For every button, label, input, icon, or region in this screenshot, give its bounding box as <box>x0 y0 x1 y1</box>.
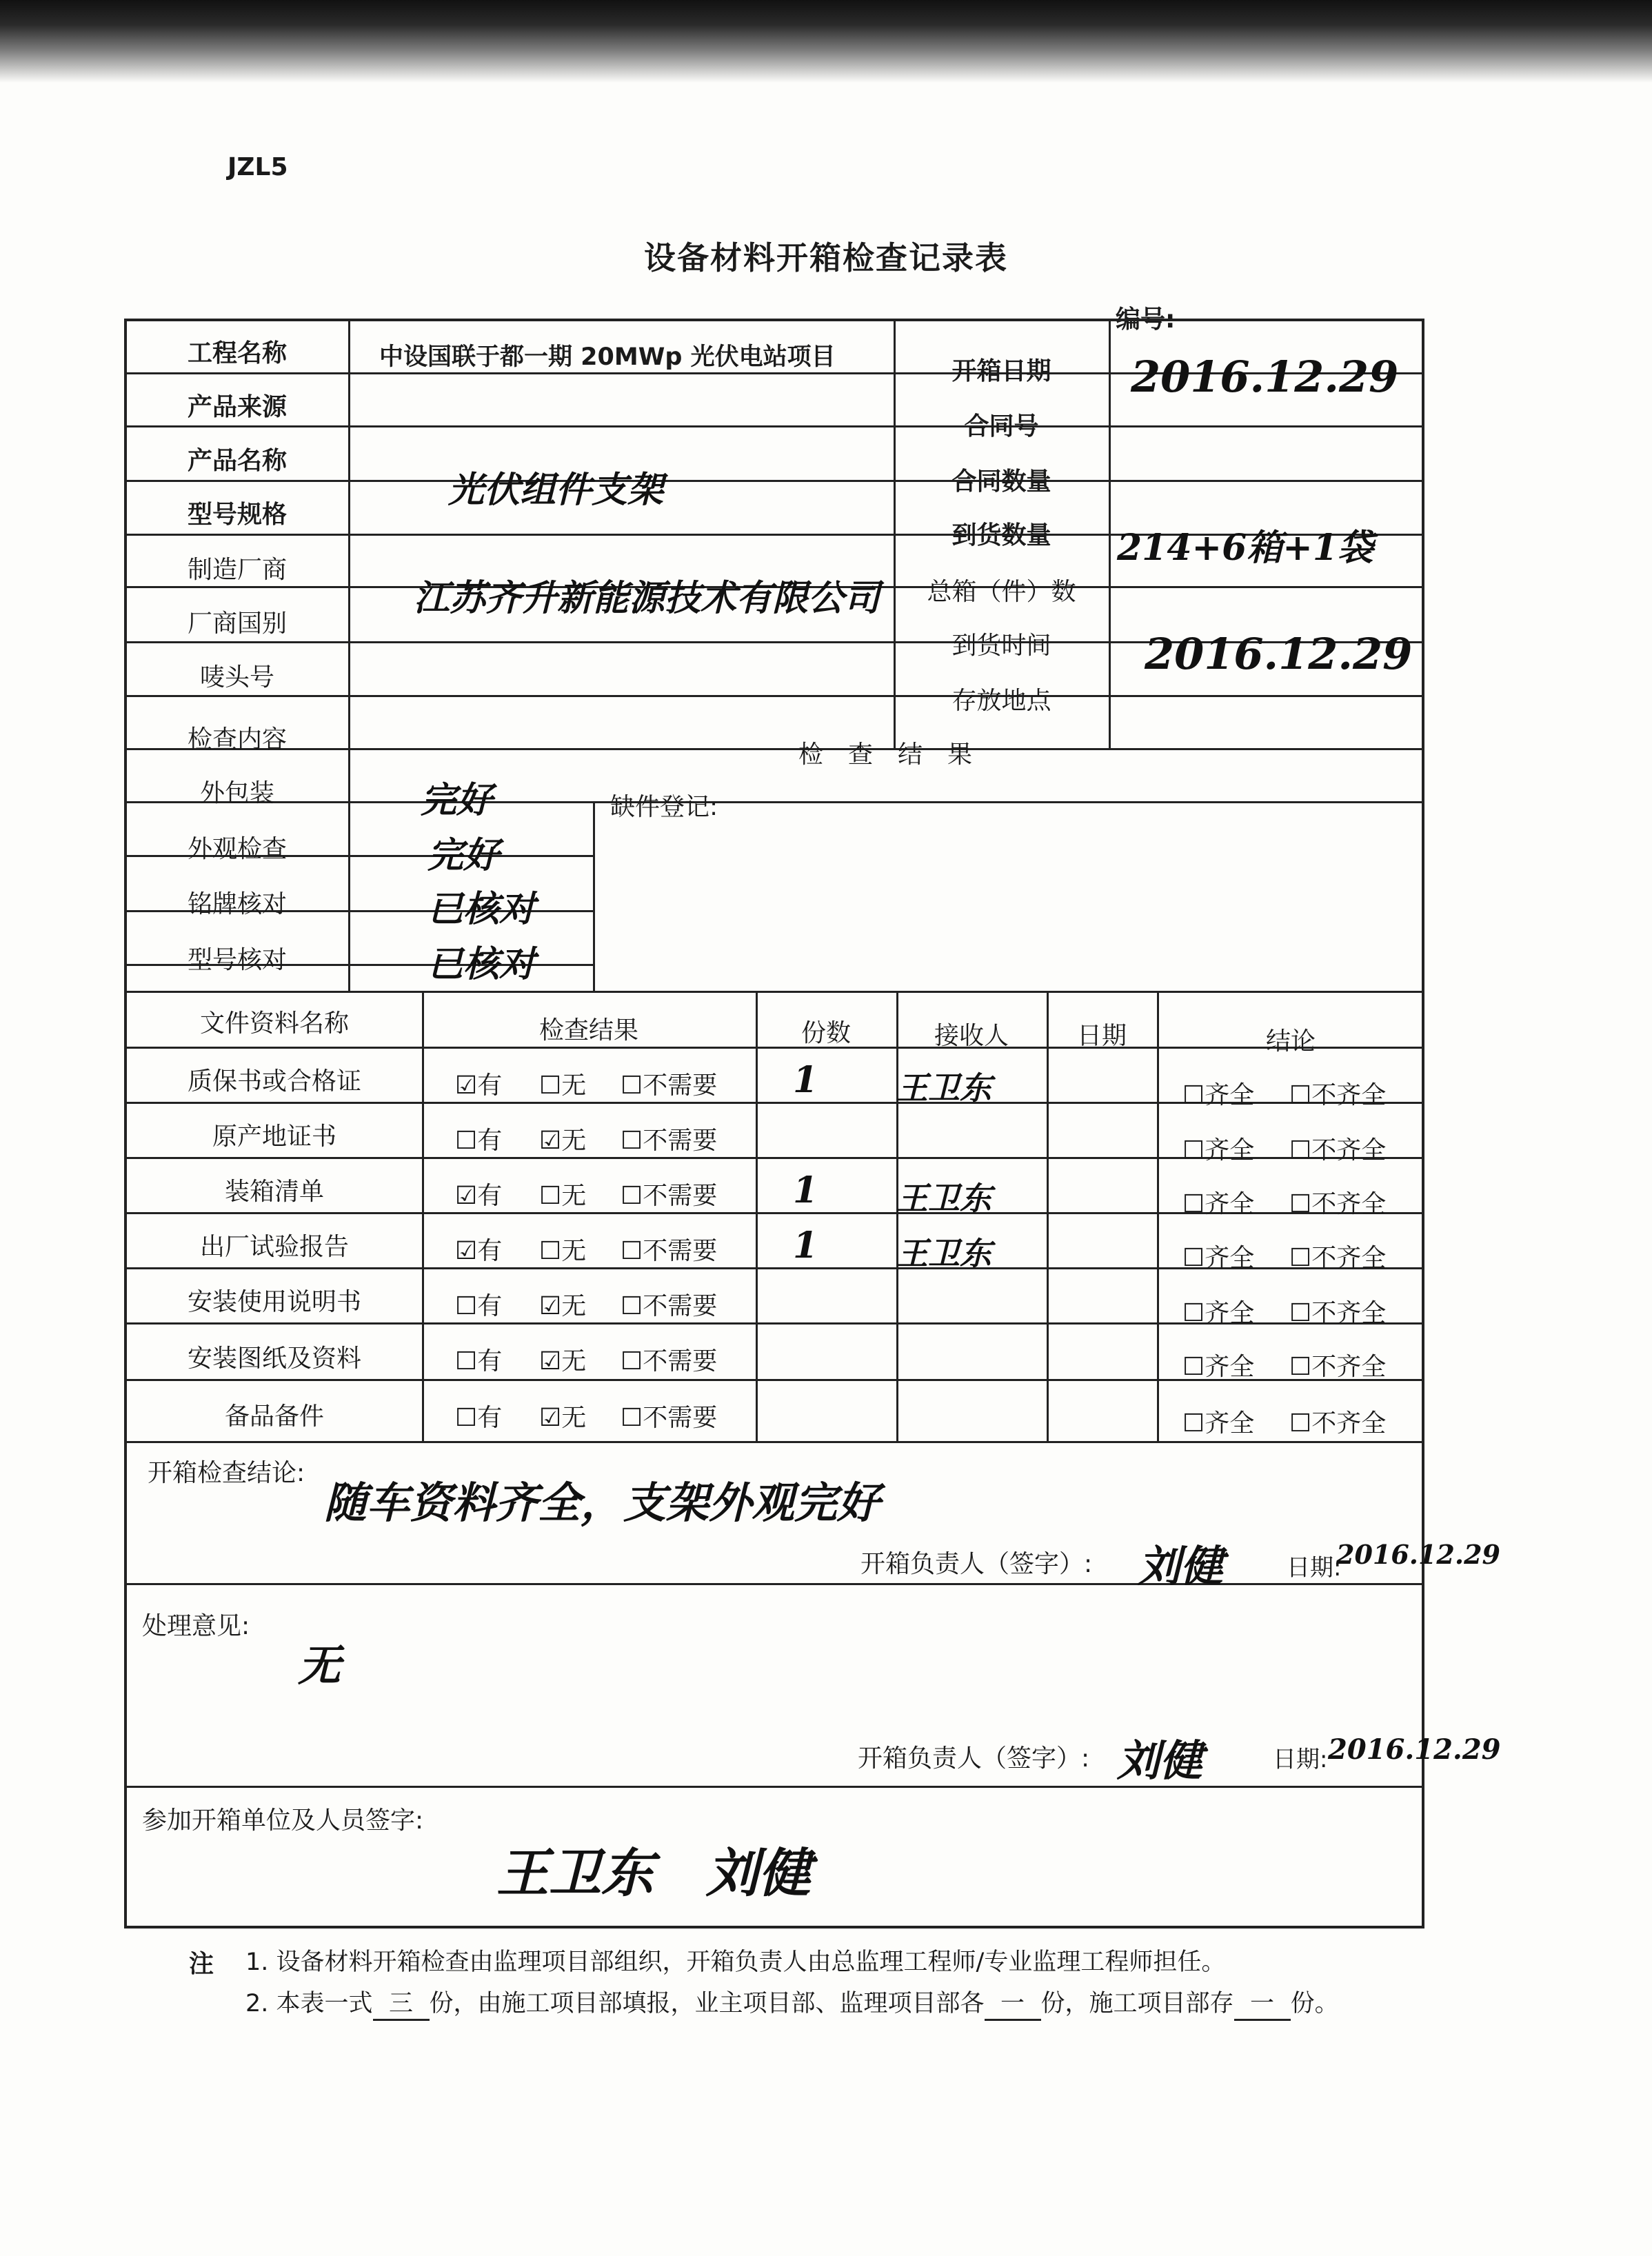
label-project-name: 工程名称 <box>187 339 287 367</box>
arrival-qty-value: 214+6箱+1袋 <box>1117 527 1374 569</box>
doc-copies: 1 <box>793 1059 818 1101</box>
label-total-boxes: 总箱（件）数 <box>927 578 1076 606</box>
nameplate-check-value: 已核对 <box>427 888 536 930</box>
model-check-value: 已核对 <box>427 943 536 985</box>
header-check-result: 检查结果 <box>538 1016 638 1045</box>
conclusion-incomplete[interactable]: ☐不齐全 <box>1289 1136 1387 1165</box>
doc-receiver: 王卫东 <box>896 1235 991 1272</box>
conclusion-complete[interactable]: ☐齐全 <box>1182 1081 1255 1109</box>
doc-code: JZL5 <box>228 153 288 181</box>
label-outer-packing: 外包装 <box>199 779 274 807</box>
header-receiver: 接收人 <box>934 1022 1009 1050</box>
check-none[interactable]: ☑无 <box>539 1347 587 1376</box>
check-has[interactable]: ☐有 <box>455 1127 503 1155</box>
label-shipping-mark: 唛头号 <box>199 663 274 692</box>
note2-part-a: 2. 本表一式 <box>245 1990 373 2017</box>
appearance-check-value: 完好 <box>427 834 500 876</box>
participant-signatures: 王卫东 刘健 <box>496 1842 811 1904</box>
opinion-date-label: 日期: <box>1273 1746 1328 1773</box>
check-none[interactable]: ☑无 <box>539 1292 587 1320</box>
rule <box>348 319 350 991</box>
check-not-needed[interactable]: ☐不需要 <box>621 1347 718 1376</box>
conclusion-incomplete[interactable]: ☐不齐全 <box>1289 1081 1387 1109</box>
rule <box>1109 319 1111 748</box>
opinion-signature: 刘健 <box>1117 1735 1203 1786</box>
copies-each-blank: 一 <box>985 1984 1041 2021</box>
check-not-needed[interactable]: ☐不需要 <box>621 1071 718 1100</box>
rule <box>894 319 896 748</box>
label-country: 厂商国别 <box>187 610 287 638</box>
note2-part-c: 份，施工项目部存 <box>1040 1990 1234 2017</box>
doc-row-name: 备品备件 <box>224 1402 324 1431</box>
rule <box>124 1441 1424 1443</box>
notes-prefix: 注 <box>189 1950 214 1978</box>
conclusion-signature: 刘健 <box>1138 1541 1224 1591</box>
handling-opinion-text: 无 <box>298 1640 341 1691</box>
form-title: 设备材料开箱检查记录表 <box>644 239 1008 276</box>
note-line-2 <box>245 1984 1339 2021</box>
product-name-value: 光伏组件支架 <box>448 469 664 511</box>
label-inspection-content: 检查内容 <box>187 725 287 754</box>
doc-copies: 1 <box>793 1169 818 1211</box>
check-none[interactable]: ☑无 <box>539 1404 587 1432</box>
note-line-1: 1. 设备材料开箱检查由监理项目部组织，开箱负责人由总监理工程师/专业监理工程师担任。 <box>245 1948 1226 1976</box>
rule <box>422 991 424 1441</box>
arrival-time-value: 2016.12.29 <box>1145 629 1413 679</box>
conclusion-incomplete[interactable]: ☐不齐全 <box>1289 1409 1387 1438</box>
doc-receiver: 王卫东 <box>896 1180 991 1217</box>
label-nameplate-check: 铭牌核对 <box>187 890 287 918</box>
doc-row-name: 出厂试验报告 <box>199 1233 349 1261</box>
doc-row-name: 质保书或合格证 <box>187 1067 361 1096</box>
check-has[interactable]: ☐有 <box>455 1292 503 1320</box>
header-doc-name: 文件资料名称 <box>199 1009 349 1038</box>
conclusion-complete[interactable]: ☐齐全 <box>1182 1244 1255 1272</box>
conclusion-complete[interactable]: ☐齐全 <box>1182 1190 1255 1218</box>
rule <box>124 695 1424 697</box>
check-not-needed[interactable]: ☐不需要 <box>621 1237 718 1265</box>
check-not-needed[interactable]: ☐不需要 <box>621 1182 718 1210</box>
check-has[interactable]: ☐有 <box>455 1404 503 1432</box>
doc-row-name: 装箱清单 <box>224 1178 324 1206</box>
project-name-value: 中设国联于都一期 20MWp 光伏电站项目 <box>379 343 836 371</box>
label-model-check: 型号核对 <box>187 946 287 974</box>
rule <box>1047 991 1049 1441</box>
check-none[interactable]: ☐无 <box>539 1237 587 1265</box>
header-date: 日期 <box>1076 1022 1127 1050</box>
unpack-conclusion-text: 随车资料齐全，支架外观完好 <box>324 1478 880 1528</box>
rule <box>124 480 1424 482</box>
label-inspection-result: 检 查 结 果 <box>798 741 972 769</box>
conclusion-incomplete[interactable]: ☐不齐全 <box>1289 1244 1387 1272</box>
conclusion-date: 2016.12.29 <box>1336 1539 1500 1570</box>
rule <box>593 801 595 991</box>
label-arrival-time: 到货时间 <box>951 632 1051 660</box>
conclusion-complete[interactable]: ☐齐全 <box>1182 1409 1255 1438</box>
doc-copies: 1 <box>793 1225 818 1267</box>
opinion-sign-label: 开箱负责人（签字）: <box>858 1744 1090 1773</box>
conclusion-complete[interactable]: ☐齐全 <box>1182 1353 1255 1381</box>
label-contract-qty: 合同数量 <box>951 467 1051 496</box>
doc-row-name: 安装使用说明书 <box>187 1288 361 1316</box>
conclusion-incomplete[interactable]: ☐不齐全 <box>1289 1190 1387 1218</box>
check-none[interactable]: ☑无 <box>539 1127 587 1155</box>
check-has[interactable]: ☑有 <box>455 1237 503 1265</box>
opinion-date: 2016.12.29 <box>1328 1733 1501 1766</box>
rule <box>124 425 1424 427</box>
rule <box>1157 991 1159 1441</box>
label-model-spec: 型号规格 <box>187 501 287 529</box>
doc-row-name: 原产地证书 <box>212 1122 336 1151</box>
note2-part-b: 份，由施工项目部填报，业主项目部、监理项目部各 <box>429 1990 985 2017</box>
serial-label: 编号: <box>1116 305 1176 334</box>
manufacturer-value: 江苏齐升新能源技术有限公司 <box>414 577 880 619</box>
label-product-source: 产品来源 <box>187 393 287 421</box>
label-manufacturer: 制造厂商 <box>187 556 287 584</box>
doc-row-name: 安装图纸及资料 <box>187 1344 361 1373</box>
copies-total-blank: 三 <box>373 1984 430 2021</box>
unpack-date-value: 2016.12.29 <box>1131 352 1399 402</box>
check-not-needed[interactable]: ☐不需要 <box>621 1127 718 1155</box>
label-participants: 参加开箱单位及人员签字: <box>142 1806 424 1835</box>
check-has[interactable]: ☑有 <box>455 1182 503 1210</box>
label-arrival-qty: 到货数量 <box>951 521 1051 550</box>
conclusion-date-label: 日期: <box>1287 1554 1342 1582</box>
label-product-name: 产品名称 <box>187 447 287 475</box>
check-not-needed[interactable]: ☐不需要 <box>621 1292 718 1320</box>
header-copies: 份数 <box>800 1019 851 1047</box>
conclusion-complete[interactable]: ☐齐全 <box>1182 1299 1255 1327</box>
rule <box>124 991 1424 993</box>
label-contract-no: 合同号 <box>964 412 1039 441</box>
label-storage-location: 存放地点 <box>951 687 1051 715</box>
conclusion-incomplete[interactable]: ☐不齐全 <box>1289 1353 1387 1381</box>
conclusion-incomplete[interactable]: ☐不齐全 <box>1289 1299 1387 1327</box>
header-conclusion: 结论 <box>1265 1027 1316 1056</box>
scan-shadow <box>0 0 1652 83</box>
check-none[interactable]: ☐无 <box>539 1071 587 1100</box>
rule <box>124 1583 1424 1585</box>
rule <box>756 991 758 1441</box>
outer-packing-value: 完好 <box>421 779 493 821</box>
label-unpack-date: 开箱日期 <box>951 357 1051 385</box>
doc-receiver: 王卫东 <box>896 1069 991 1107</box>
check-has[interactable]: ☑有 <box>455 1071 503 1100</box>
rule <box>124 1786 1424 1788</box>
label-appearance-check: 外观检查 <box>187 835 287 863</box>
note2-part-d: 份。 <box>1290 1990 1339 2017</box>
check-has[interactable]: ☐有 <box>455 1347 503 1376</box>
copies-keep-blank: 一 <box>1234 1984 1291 2021</box>
conclusion-sign-label: 开箱负责人（签字）: <box>860 1550 1093 1578</box>
check-none[interactable]: ☐无 <box>539 1182 587 1210</box>
label-handling-opinion: 处理意见: <box>142 1612 250 1640</box>
label-unpack-conclusion: 开箱检查结论: <box>148 1459 305 1487</box>
label-missing-parts: 缺件登记: <box>610 793 718 821</box>
conclusion-complete[interactable]: ☐齐全 <box>1182 1136 1255 1165</box>
check-not-needed[interactable]: ☐不需要 <box>621 1404 718 1432</box>
